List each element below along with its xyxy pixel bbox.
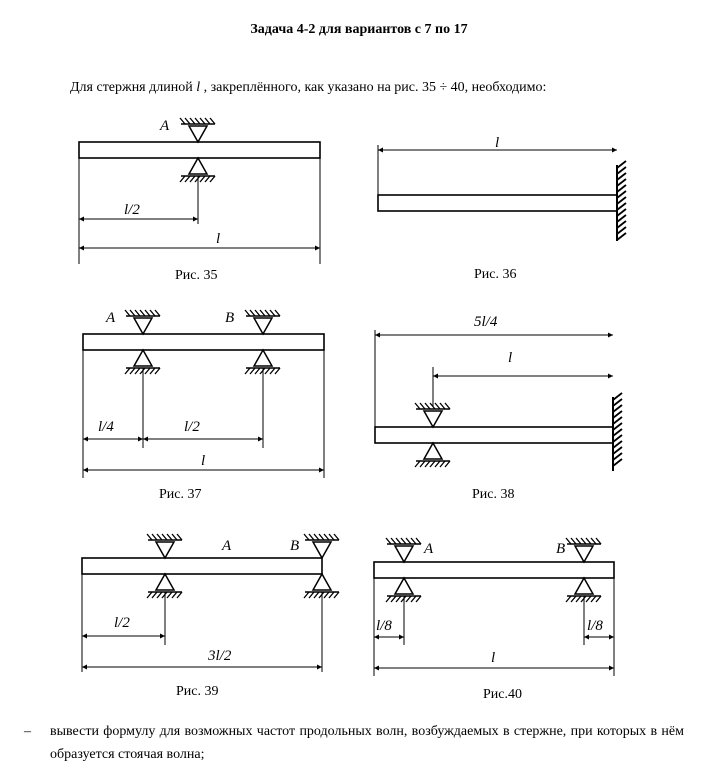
fig37-rod <box>83 334 324 350</box>
fig37-support-A-bottom-ground-tick <box>130 368 135 374</box>
fig39-support-A-top-ground-tick <box>147 534 152 540</box>
fig40-support-B-bottom-ground-tick <box>566 596 571 602</box>
fig37-support-A-bottom-ground-tick <box>125 368 130 374</box>
fig40-support-B-top-ground-tick <box>571 538 576 544</box>
fig36-rod <box>378 195 617 211</box>
fig37-dim-l2: l/2 <box>184 419 200 435</box>
fig37-dim-l: l <box>201 453 206 469</box>
fig37-label-B: B <box>225 310 235 326</box>
fig37-support-A-top-ground-tick <box>145 310 150 316</box>
fig37-support-A-top-ground-tick <box>140 310 145 316</box>
fig40-support-B-bottom-ground-tick <box>586 596 591 602</box>
fig39-support-A-top-ground-tick <box>167 534 172 540</box>
fig37-label-A: A <box>106 310 116 326</box>
fig40-support-B-bottom-ground-tick <box>571 596 576 602</box>
fig38-dim-5l4: 5l/4 <box>474 314 498 330</box>
fig39-support-B-bottom-triangle <box>313 574 331 590</box>
fig35-dim-l2: l/2 <box>124 202 140 218</box>
fig35-support-top-ground-tick <box>210 118 215 124</box>
fig37-support-B-top-ground-tick <box>270 310 275 316</box>
fig37-support-B-bottom-ground-tick <box>270 368 275 374</box>
fig35-support-bottom-ground-tick <box>200 176 205 182</box>
fig38-dim-l: l <box>508 350 513 366</box>
fig38-support-top-ground-tick <box>420 403 425 409</box>
fig40-support-A-bottom-ground-tick <box>396 596 401 602</box>
fig40-support-A-bottom-ground-tick <box>391 596 396 602</box>
fig40-support-A-bottom-ground-tick <box>411 596 416 602</box>
fig40-support-A-bottom-triangle <box>395 578 413 594</box>
fig39-support-B-top-triangle <box>313 542 331 558</box>
fig38-support-bottom-ground-tick <box>445 461 450 467</box>
fig40-support-B-top-triangle <box>575 546 593 562</box>
fig38-support-bottom-triangle <box>424 443 442 459</box>
fig39-support-B-bottom-ground-tick <box>329 592 334 598</box>
fig35-support-bottom-ground-tick <box>210 176 215 182</box>
fig38-support-top-ground-tick <box>425 403 430 409</box>
fig39-support-B-bottom-ground-tick <box>334 592 339 598</box>
fig37-support-B-bottom-triangle <box>254 350 272 366</box>
fig40-dim-l: l <box>491 650 496 666</box>
fig35-support-top-ground-tick <box>205 118 210 124</box>
fig39-label-B: B <box>290 538 300 554</box>
fig37-support-A-bottom-ground-tick <box>150 368 155 374</box>
fig37-support-B-top-ground-tick <box>265 310 270 316</box>
fig40-support-B-top-ground-tick <box>576 538 581 544</box>
fig37-support-B-bottom-ground-tick <box>265 368 270 374</box>
fig38-rod <box>375 427 613 443</box>
fig37-support-A-top-ground-tick <box>135 310 140 316</box>
fig35-support-bottom-ground-tick <box>185 176 190 182</box>
fig37-support-A-bottom-ground-tick <box>145 368 150 374</box>
fig39-dim-3l2: 3l/2 <box>208 648 232 664</box>
fig39-support-B-bottom-ground-tick <box>314 592 319 598</box>
fig38-support-top-triangle <box>424 411 442 427</box>
fig39-support-B-top-ground-tick <box>319 534 324 540</box>
fig35-support-top-ground-tick <box>190 118 195 124</box>
fig40-support-B-top-ground-tick <box>591 538 596 544</box>
fig39-support-A-top-triangle <box>156 542 174 558</box>
fig40-support-B-bottom-triangle <box>575 578 593 594</box>
fig40-support-A-top-ground-tick <box>416 538 421 544</box>
fig39-support-B-top-ground-tick <box>329 534 334 540</box>
fig35-rod <box>79 142 320 158</box>
fig39-caption: Рис. 39 <box>176 684 219 699</box>
fig39-support-A-bottom-ground-tick <box>177 592 182 598</box>
fig39-support-A-top-ground-tick <box>157 534 162 540</box>
fig40-support-B-bottom-ground-tick <box>576 596 581 602</box>
fig35-support-bottom-triangle <box>189 158 207 174</box>
fig40-support-B-top-ground-tick <box>566 538 571 544</box>
fig39-support-A-bottom-ground-tick <box>157 592 162 598</box>
fig39-support-A-top-ground-tick <box>162 534 167 540</box>
fig37-support-A-bottom-ground-tick <box>135 368 140 374</box>
fig38-support-top-ground-tick <box>440 403 445 409</box>
fig38-support-bottom-ground-tick <box>420 461 425 467</box>
fig40-label-A: A <box>424 541 434 557</box>
fig40-support-A-top-triangle <box>395 546 413 562</box>
fig36-dim-l: l <box>495 135 500 151</box>
fig38-support-top-ground-tick <box>435 403 440 409</box>
fig39-support-A-bottom-ground-tick <box>172 592 177 598</box>
fig40-support-A-bottom-ground-tick <box>416 596 421 602</box>
fig37-support-A-top-ground-tick <box>155 310 160 316</box>
fig40-support-A-top-ground-tick <box>411 538 416 544</box>
fig37-support-B-top-ground-tick <box>255 310 260 316</box>
fig37-caption: Рис. 37 <box>159 487 202 502</box>
fig38-support-bottom-ground-tick <box>415 461 420 467</box>
intro-after: , закреплённого, как указано на рис. 35 ÷ 40, необходимо: <box>200 80 547 95</box>
fig39-support-A-bottom-ground-tick <box>167 592 172 598</box>
fig39-support-B-bottom-ground-tick <box>309 592 314 598</box>
fig35-caption: Рис. 35 <box>175 268 218 283</box>
fig37-support-B-top-ground-tick <box>245 310 250 316</box>
fig40-support-B-top-ground-tick <box>586 538 591 544</box>
fig37-support-A-top-triangle <box>134 318 152 334</box>
fig39-dim-l2: l/2 <box>114 615 130 631</box>
fig38-support-top-ground-tick <box>415 403 420 409</box>
fig39-support-A-bottom-ground-tick <box>147 592 152 598</box>
fig40-support-A-top-ground-tick <box>391 538 396 544</box>
fig40-support-B-top-ground-tick <box>581 538 586 544</box>
fig39-support-B-top-ground-tick <box>314 534 319 540</box>
fig37-support-A-top-ground-tick <box>130 310 135 316</box>
fig38-support-top-ground-tick <box>445 403 450 409</box>
fig40-support-B-top-ground-tick <box>596 538 601 544</box>
fig39-label-A: A <box>222 538 232 554</box>
fig40-caption: Рис.40 <box>483 687 522 702</box>
fig40-support-A-bottom-ground-tick <box>406 596 411 602</box>
fig40-dim-l8-right: l/8 <box>587 618 603 634</box>
fig37-support-A-top-ground-tick <box>150 310 155 316</box>
fig40-rod <box>374 562 614 578</box>
fig38-support-bottom-ground-tick <box>435 461 440 467</box>
fig35-support-top-triangle <box>189 126 207 142</box>
fig37-support-B-top-ground-tick <box>250 310 255 316</box>
fig40-dim-l8-left: l/8 <box>376 618 392 634</box>
fig40-support-B-bottom-ground-tick <box>591 596 596 602</box>
fig35-support-top-ground-tick <box>180 118 185 124</box>
fig40-support-A-top-ground-tick <box>386 538 391 544</box>
fig39-support-A-bottom-ground-tick <box>152 592 157 598</box>
fig40-support-A-top-ground-tick <box>401 538 406 544</box>
fig39-support-B-top-ground-tick <box>309 534 314 540</box>
fig39-rod <box>82 558 322 574</box>
fig37-support-B-bottom-ground-tick <box>245 368 250 374</box>
requirement-text: вывести формулу для возможных частот продольных волн, возбуждаемых в стержне, при которых в нём образуется стоячая волна; <box>50 724 684 762</box>
requirement-item <box>24 720 684 766</box>
fig39-support-B-top-ground-tick <box>334 534 339 540</box>
fig35-support-top-ground-tick <box>200 118 205 124</box>
list-dash: – <box>24 724 31 739</box>
fig35-label-A: A <box>160 118 170 134</box>
fig38-caption: Рис. 38 <box>472 487 515 502</box>
fig37-support-A-bottom-ground-tick <box>155 368 160 374</box>
fig39-support-B-top-ground-tick <box>304 534 309 540</box>
fig40-support-A-bottom-ground-tick <box>386 596 391 602</box>
fig37-support-B-top-ground-tick <box>260 310 265 316</box>
fig37-support-B-bottom-ground-tick <box>250 368 255 374</box>
fig39-support-A-bottom-triangle <box>156 574 174 590</box>
fig40-support-A-top-ground-tick <box>406 538 411 544</box>
intro-length-var: l <box>196 80 201 95</box>
fig37-support-B-bottom-ground-tick <box>255 368 260 374</box>
fig40-label-B: B <box>556 541 566 557</box>
fig38-support-bottom-ground-tick <box>440 461 445 467</box>
task-title: Задача 4-2 для вариантов с 7 по 17 <box>250 22 468 37</box>
fig35-support-top-ground-tick <box>185 118 190 124</box>
fig36-caption: Рис. 36 <box>474 267 517 282</box>
fig37-support-B-top-triangle <box>254 318 272 334</box>
fig39-support-A-top-ground-tick <box>177 534 182 540</box>
fig37-support-A-bottom-triangle <box>134 350 152 366</box>
fig35-dim-l: l <box>216 231 221 247</box>
fig40-support-B-bottom-ground-tick <box>596 596 601 602</box>
fig40-support-A-top-ground-tick <box>396 538 401 544</box>
fig37-support-B-bottom-ground-tick <box>275 368 280 374</box>
fig39-support-A-top-ground-tick <box>172 534 177 540</box>
fig38-support-bottom-ground-tick <box>430 461 435 467</box>
fig35-support-bottom-ground-tick <box>180 176 185 182</box>
fig35-support-top-ground-tick <box>195 118 200 124</box>
fig37-support-A-top-ground-tick <box>125 310 130 316</box>
fig39-support-B-bottom-ground-tick <box>324 592 329 598</box>
fig38-support-bottom-ground-tick <box>425 461 430 467</box>
fig35-support-bottom-ground-tick <box>205 176 210 182</box>
fig39-support-B-top-ground-tick <box>324 534 329 540</box>
fig37-support-B-top-ground-tick <box>275 310 280 316</box>
fig39-support-A-top-ground-tick <box>152 534 157 540</box>
fig37-dim-l4: l/4 <box>98 419 114 435</box>
intro-before: Для стержня длиной <box>70 80 197 95</box>
fig35-support-bottom-ground-tick <box>190 176 195 182</box>
fig39-support-B-bottom-ground-tick <box>304 592 309 598</box>
